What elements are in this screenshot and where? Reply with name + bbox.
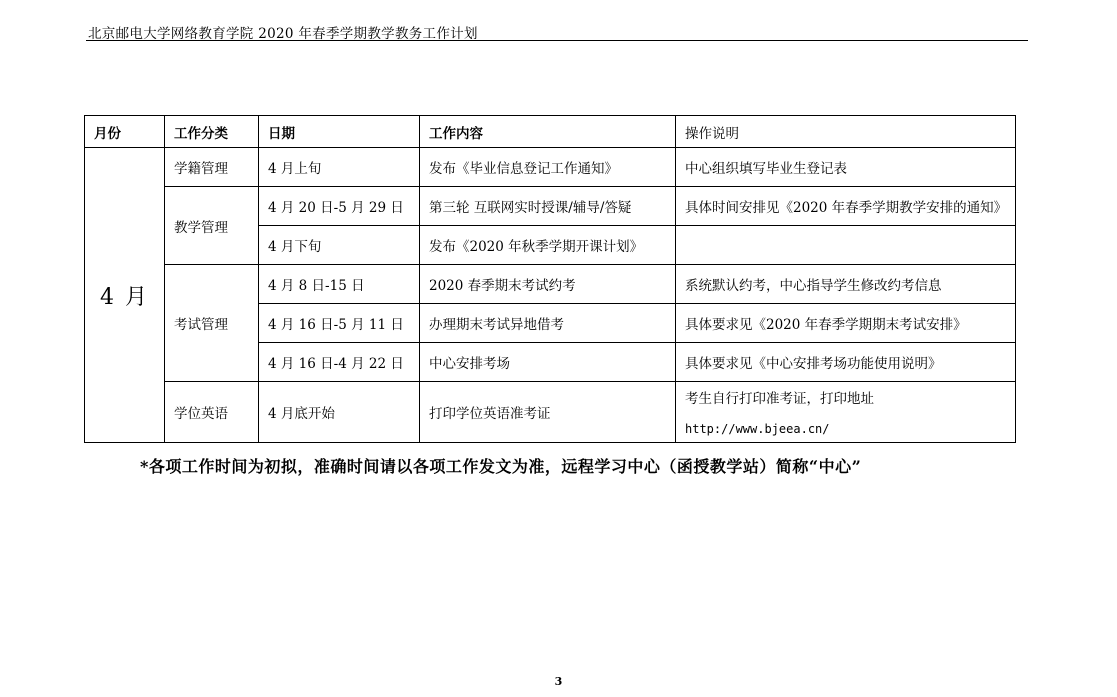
category-cell: 学位英语 <box>165 382 259 443</box>
date-cell: 4 月 16 日-4 月 22 日 <box>259 343 420 382</box>
content-cell: 中心安排考场 <box>420 343 676 382</box>
table-row <box>85 187 1016 226</box>
content-cell: 办理期末考试异地借考 <box>420 304 676 343</box>
content-cell: 发布《毕业信息登记工作通知》 <box>420 148 676 187</box>
table-header-row <box>85 116 1016 148</box>
column-header-instructions: 操作说明 <box>676 116 1016 148</box>
instructions-cell: 中心组织填写毕业生登记表 <box>676 148 1016 187</box>
work-plan-table <box>84 115 1016 443</box>
category-cell: 考试管理 <box>165 265 259 382</box>
date-cell: 4 月 8 日-15 日 <box>259 265 420 304</box>
column-header-content: 工作内容 <box>420 116 676 148</box>
content-cell: 打印学位英语准考证 <box>420 382 676 443</box>
instructions-cell: 具体要求见《中心安排考场功能使用说明》 <box>676 343 1016 382</box>
column-header-category: 工作分类 <box>165 116 259 148</box>
table-row <box>85 148 1016 187</box>
footnote: *各项工作时间为初拟，准确时间请以各项工作发文为准，远程学习中心（函授教学站）简称“中心” <box>140 457 862 476</box>
category-cell: 教学管理 <box>165 187 259 265</box>
table-row <box>85 265 1016 304</box>
date-cell: 4 月 20 日-5 月 29 日 <box>259 187 420 226</box>
month-cell: 4 月 <box>85 148 165 443</box>
content-cell: 发布《2020 年秋季学期开课计划》 <box>420 226 676 265</box>
instructions-cell <box>676 226 1016 265</box>
category-cell: 学籍管理 <box>165 148 259 187</box>
page-number: 3 <box>554 675 563 688</box>
column-header-date: 日期 <box>259 116 420 148</box>
instructions-cell: 系统默认约考，中心指导学生修改约考信息 <box>676 265 1016 304</box>
date-cell: 4 月底开始 <box>259 382 420 443</box>
date-cell: 4 月上旬 <box>259 148 420 187</box>
instructions-cell: 具体时间安排见《2020 年春季学期教学安排的通知》 <box>676 187 1016 226</box>
column-header-month: 月份 <box>85 116 165 148</box>
print-url-link[interactable]: http://www.bjeea.cn/ <box>685 422 830 436</box>
content-cell: 第三轮 互联网实时授课/辅导/答疑 <box>420 187 676 226</box>
date-cell: 4 月 16 日-5 月 11 日 <box>259 304 420 343</box>
header-divider <box>86 40 1028 41</box>
date-cell: 4 月下旬 <box>259 226 420 265</box>
instructions-text: 考生自行打印准考证，打印地址 <box>685 391 874 407</box>
table-row <box>85 382 1016 443</box>
content-cell: 2020 春季期末考试约考 <box>420 265 676 304</box>
page-header: 北京邮电大学网络教育学院 2020 年春季学期教学教务工作计划 <box>88 26 478 42</box>
instructions-cell: 具体要求见《2020 年春季学期期末考试安排》 <box>676 304 1016 343</box>
instructions-cell <box>676 382 1016 443</box>
